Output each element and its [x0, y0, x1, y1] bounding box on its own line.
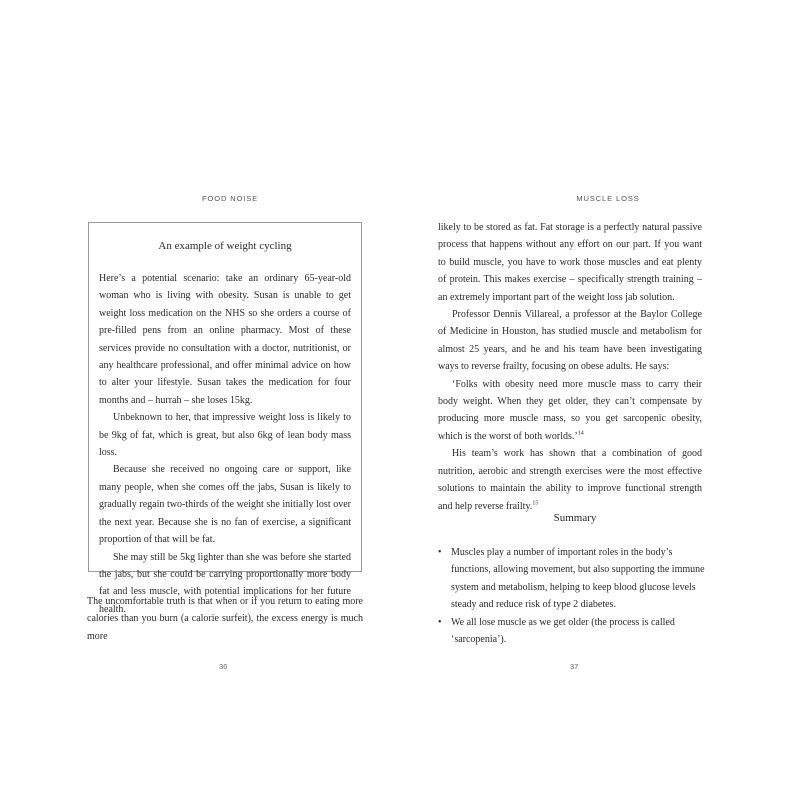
footnote-mark: 14 [577, 430, 584, 437]
box-paragraph: Here’s a potential scenario: take an ordinary 65-year-old woman who is living with obesity. Susan is unable to get weight loss medication on the NHS so she orders a course of pre-filled pens from an online pharmacy. Most of these services provide no consultation with a doctor, nutritionist, or any healthcare professional, and offer minimal advice on how to alter your lifestyle. Susan takes the medication for four months and – hurrah – she loses 15kg. [99, 273, 351, 406]
page-number-left: 36 [219, 662, 228, 671]
summary-list [438, 544, 706, 648]
right-page [400, 0, 800, 800]
quote-paragraph: ‘Folks with obesity need more muscle mass to carry their body weight. When they get older, they can’t compensate by producing more muscle mass, so you get sarcopenic obesity, which is the worst of both worlds.’$^{14}$ [438, 378, 702, 442]
running-head-right: MUSCLE LOSS [576, 194, 640, 203]
page-number-right: 37 [570, 662, 579, 671]
footnote-mark: 15 [532, 500, 539, 507]
body-paragraph: likely to be stored as fat. Fat storage is a perfectly natural passive process that happens without any effort on our part. If you want to build muscle, you have to work those muscles and eat plenty of protein. This makes exercise – specifically strength training – an extremely important part of the weight loss jab solution. [438, 222, 702, 303]
weight-cycling-box [88, 222, 362, 615]
box-paragraph: Because she received no ongoing care or support, like many people, when she comes off the jabs, Susan is likely to gradually regain two-thirds of the weight she initially lost over the next year. Because she is no fan of exercise, a significant proportion of that will be fat. [99, 464, 351, 546]
list-item: • We all lose muscle as we get older (the process is called ‘sarcopenia’). [438, 614, 706, 649]
body-paragraph: Professor Dennis Villareal, a professor at the Baylor College of Medicine in Houston, has studied muscle and metabolism for almost 25 years, and he and his team have been investigating ways to reverse frailty, focusing on obese adults. He says: [438, 309, 702, 373]
bullet-icon: • [438, 616, 442, 628]
box-paragraph: She may still be 5kg lighter than she was before she started the jabs, but she could be carrying proportionally more body fat and less muscle, with potential implications for her future health. [99, 551, 351, 615]
body-paragraph: His team’s work has shown that a combination of good nutrition, aerobic and strength exercises were the most effective solutions to maintain the ability to improve functional strength and help reverse frailty.$^{15}$ [438, 448, 702, 512]
running-head-left: FOOD NOISE [202, 194, 259, 203]
box-title: An example of weight cycling [158, 240, 292, 252]
summary-heading: Summary [553, 512, 597, 524]
bullet-icon: • [438, 547, 442, 558]
right-body-text [438, 219, 702, 515]
list-item: • Muscles play a number of important roles in the body’s functions, allowing movement, but also supporting the immune system and metabolism, helping to keep blood glucose levels steady and reduce risk of type 2 diabetes. [438, 544, 706, 614]
left-body-text [87, 593, 363, 645]
body-paragraph: The uncomfortable truth is that when or if you return to eating more calories than you burn (a calorie surfeit), the excess energy is much more [87, 596, 363, 642]
box-paragraph: Unbeknown to her, that impressive weight loss is likely to be 9kg of fat, which is great, but also 6kg of lean body mass loss. [99, 412, 351, 459]
box-content [99, 270, 351, 618]
